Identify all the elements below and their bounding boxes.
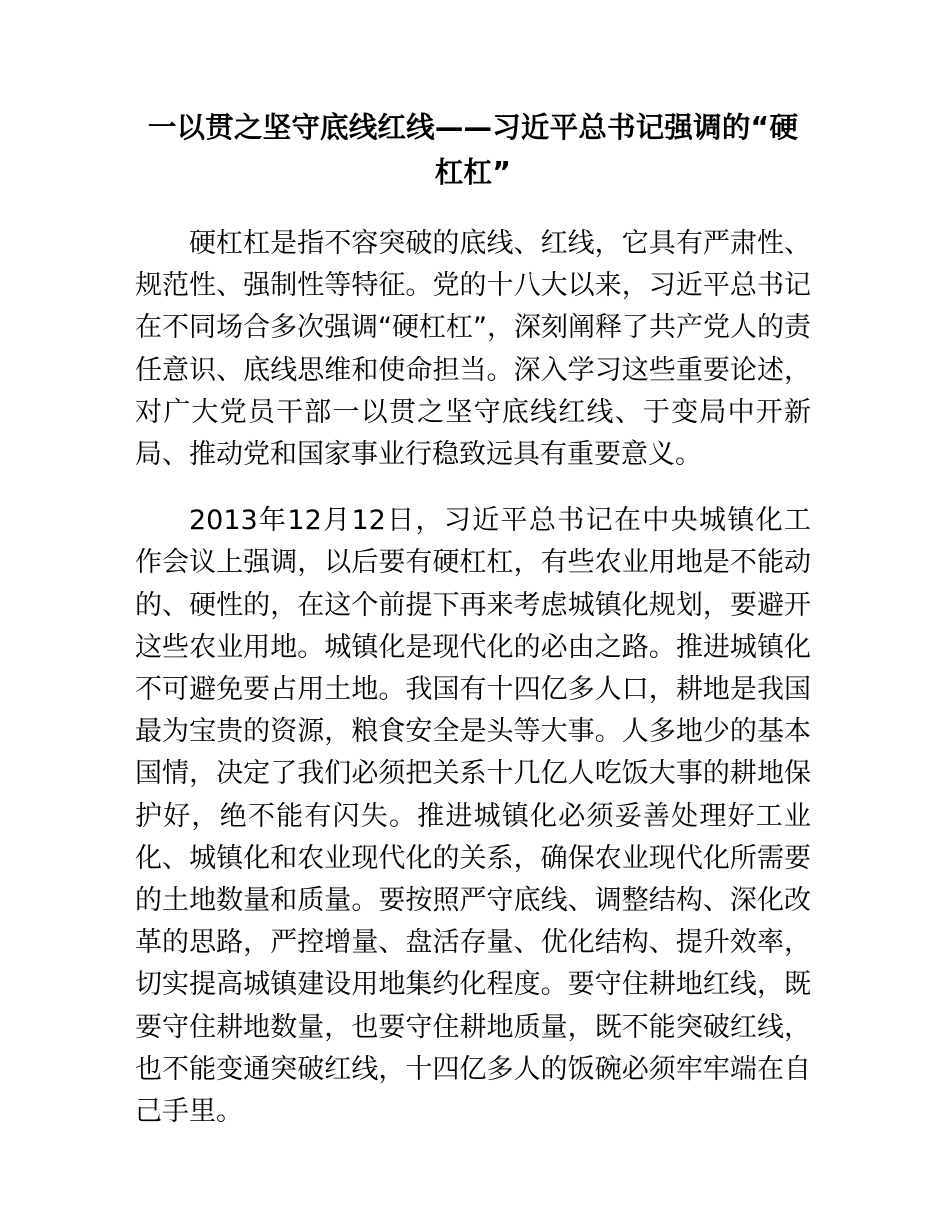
page-title: 一以贯之坚守底线红线——习近平总书记强调的“硬杠杠”	[147, 111, 799, 189]
body-paragraph-1: 硬杠杠是指不容突破的底线、红线，它具有严肃性、规范性、强制性等特征。党的十八大以来，习近平总书记在不同场合多次强调“硬杠杠”，深刻阐释了共产党人的责任意识、底线思维和使命担当。深入学习这些重要论述，对广大党员干部一以贯之坚守底线红线、于变局中开新局、推动党和国家事业行稳致远具有重要意义。	[135, 228, 811, 471]
document-content	[135, 0, 811, 1133]
body-paragraph-2: 2013年12月12日，习近平总书记在中央城镇化工作会议上强调，以后要有硬杠杠，有些农业用地是不能动的、硬性的，在这个前提下再来考虑城镇化规划，要避开这些农业用地。城镇化是现代化的必由之路。推进城镇化不可避免要占用土地。我国有十四亿多人口，耕地是我国最为宝贵的资源，粮食安全是头等大事。人多地少的基本国情，决定了我们必须把关系十几亿人吃饭大事的耕地保护好，绝不能有闪失。推进城镇化必须妥善处理好工业化、城镇化和农业现代化的关系，确保农业现代化所需要的土地数量和质量。要按照严守底线、调整结构、深化改革的思路，严控增量、盘活存量、优化结构、提升效率，切实提高城镇建设用地集约化程度。要守住耕地红线，既要守住耕地数量，也要守住耕地质量，既不能突破红线，也不能变通突破红线，十四亿多人的饭碗必须牢牢端在自己手里。	[135, 505, 811, 1128]
